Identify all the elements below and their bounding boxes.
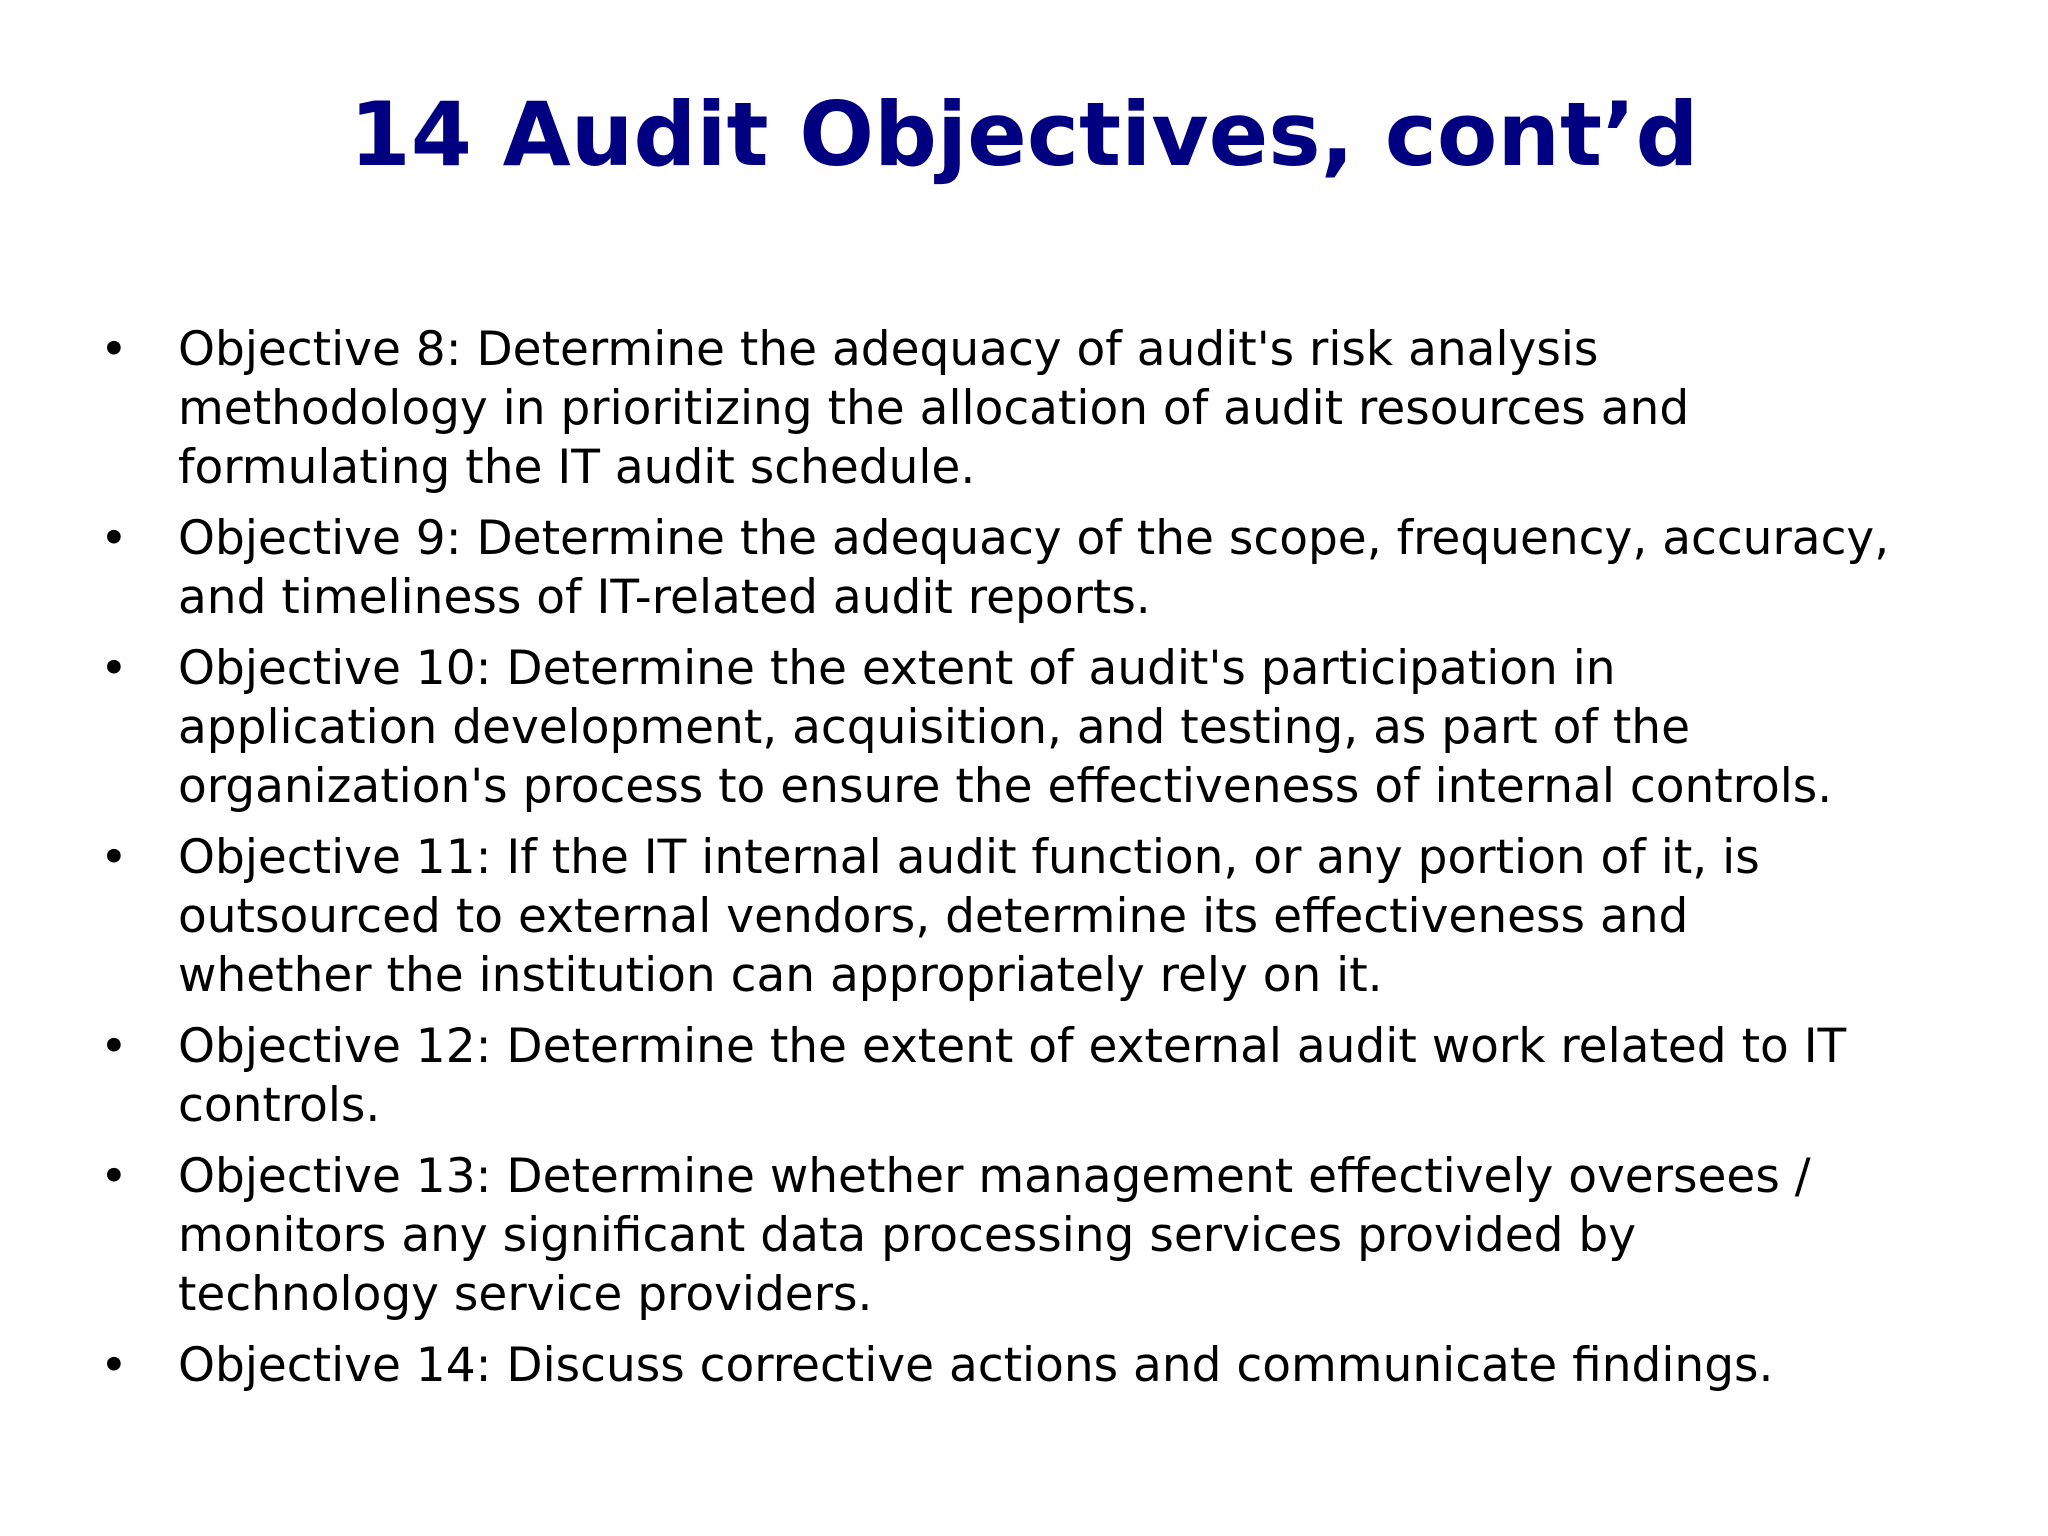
bullet-icon: •	[100, 1019, 128, 1074]
bullet-icon: •	[100, 1338, 128, 1393]
list-item	[96, 320, 1996, 497]
bullet-icon: •	[100, 322, 128, 377]
list-item	[96, 1017, 1996, 1135]
bullet-icon: •	[100, 511, 128, 566]
bullet-icon: •	[100, 830, 128, 885]
objective-8-line-1: Objective 8: Determine the adequacy of audit's risk analysis	[178, 322, 1599, 377]
bullet-icon: •	[100, 1149, 128, 1204]
objective-11-line-1: Objective 11: If the IT internal audit function, or any portion of it, is	[178, 830, 1760, 885]
objective-9-line-2: and timeliness of IT-related audit reports.	[178, 570, 1151, 625]
objective-9-line-1: Objective 9: Determine the adequacy of the scope, frequency, accuracy,	[178, 511, 1890, 566]
bullet-icon: •	[100, 641, 128, 696]
objective-13-line-1: Objective 13: Determine whether management effectively oversees /	[178, 1149, 1811, 1204]
objective-12-line-1: Objective 12: Determine the extent of external audit work related to IT	[178, 1019, 1847, 1074]
objective-8-line-3: formulating the IT audit schedule.	[178, 440, 976, 495]
list-item	[96, 639, 1996, 816]
slide-title: 14 Audit Objectives, cont’d	[349, 83, 1699, 186]
objectives-list	[96, 320, 1996, 1407]
objective-8-line-2: methodology in prioritizing the allocation of audit resources and	[178, 381, 1690, 436]
objective-11-line-3: whether the institution can appropriately rely on it.	[178, 948, 1383, 1003]
list-item	[96, 1336, 1996, 1395]
objective-10-line-2: application development, acquisition, and testing, as part of the	[178, 700, 1691, 755]
list-item	[96, 509, 1996, 627]
objective-10-line-3: organization's process to ensure the effectiveness of internal controls.	[178, 759, 1833, 814]
objective-13-line-3: technology service providers.	[178, 1267, 873, 1322]
objective-14-line-1: Objective 14: Discuss corrective actions and communicate findings.	[178, 1338, 1774, 1393]
list-item	[96, 1147, 1996, 1324]
objective-10-line-1: Objective 10: Determine the extent of audit's participation in	[178, 641, 1616, 696]
objective-12-line-2: controls.	[178, 1078, 381, 1133]
objective-13-line-2: monitors any significant data processing services provided by	[178, 1208, 1637, 1263]
list-item	[96, 828, 1996, 1005]
objective-11-line-2: outsourced to external vendors, determine its effectiveness and	[178, 889, 1689, 944]
